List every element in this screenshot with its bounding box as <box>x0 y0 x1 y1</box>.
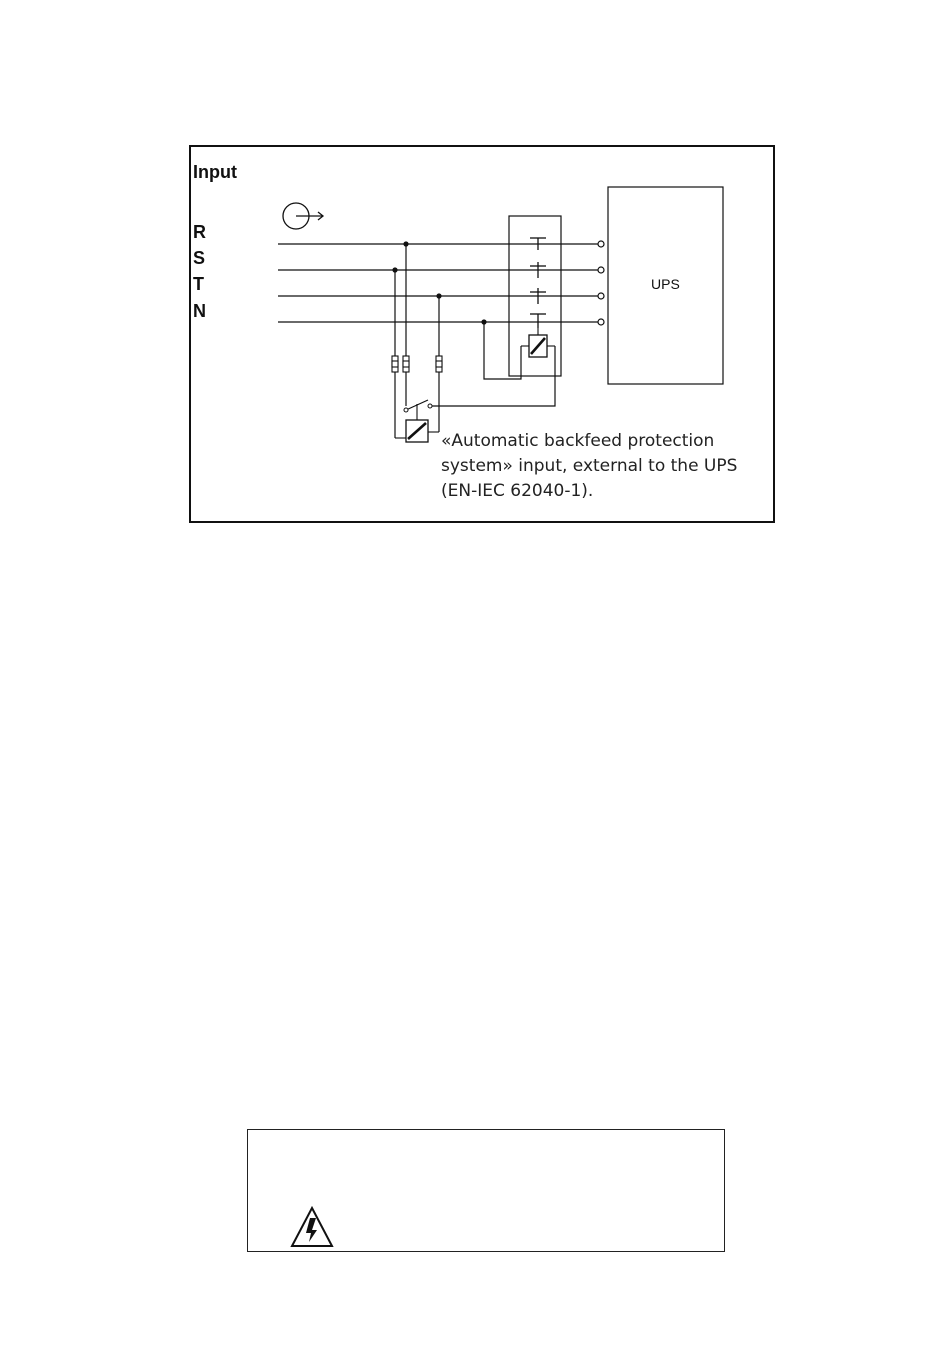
fuses <box>392 356 442 372</box>
phase-label-t: T <box>193 274 204 294</box>
phase-label-s: S <box>193 248 206 268</box>
warning-box <box>247 1129 725 1252</box>
ups-input-terminals <box>598 241 604 325</box>
internal-contactor-coil <box>521 328 555 357</box>
phase-label-r: R <box>193 222 206 242</box>
caption-line-3: (EN-IEC 62040-1). <box>441 481 594 501</box>
electric-shock-warning-icon <box>290 1206 334 1248</box>
external-relay <box>395 400 439 442</box>
ups-label: UPS <box>651 276 680 292</box>
caption-line-2: system» input, external to the UPS <box>441 456 738 476</box>
contactor-poles <box>530 238 546 328</box>
caption-line-1: «Automatic backfeed protection <box>441 431 715 451</box>
phase-rotation-icon <box>283 203 323 229</box>
neutral-loop-wire <box>484 322 521 379</box>
phase-label-n: N <box>193 301 206 321</box>
input-label: Input <box>193 162 237 182</box>
phase-lines <box>278 244 598 322</box>
